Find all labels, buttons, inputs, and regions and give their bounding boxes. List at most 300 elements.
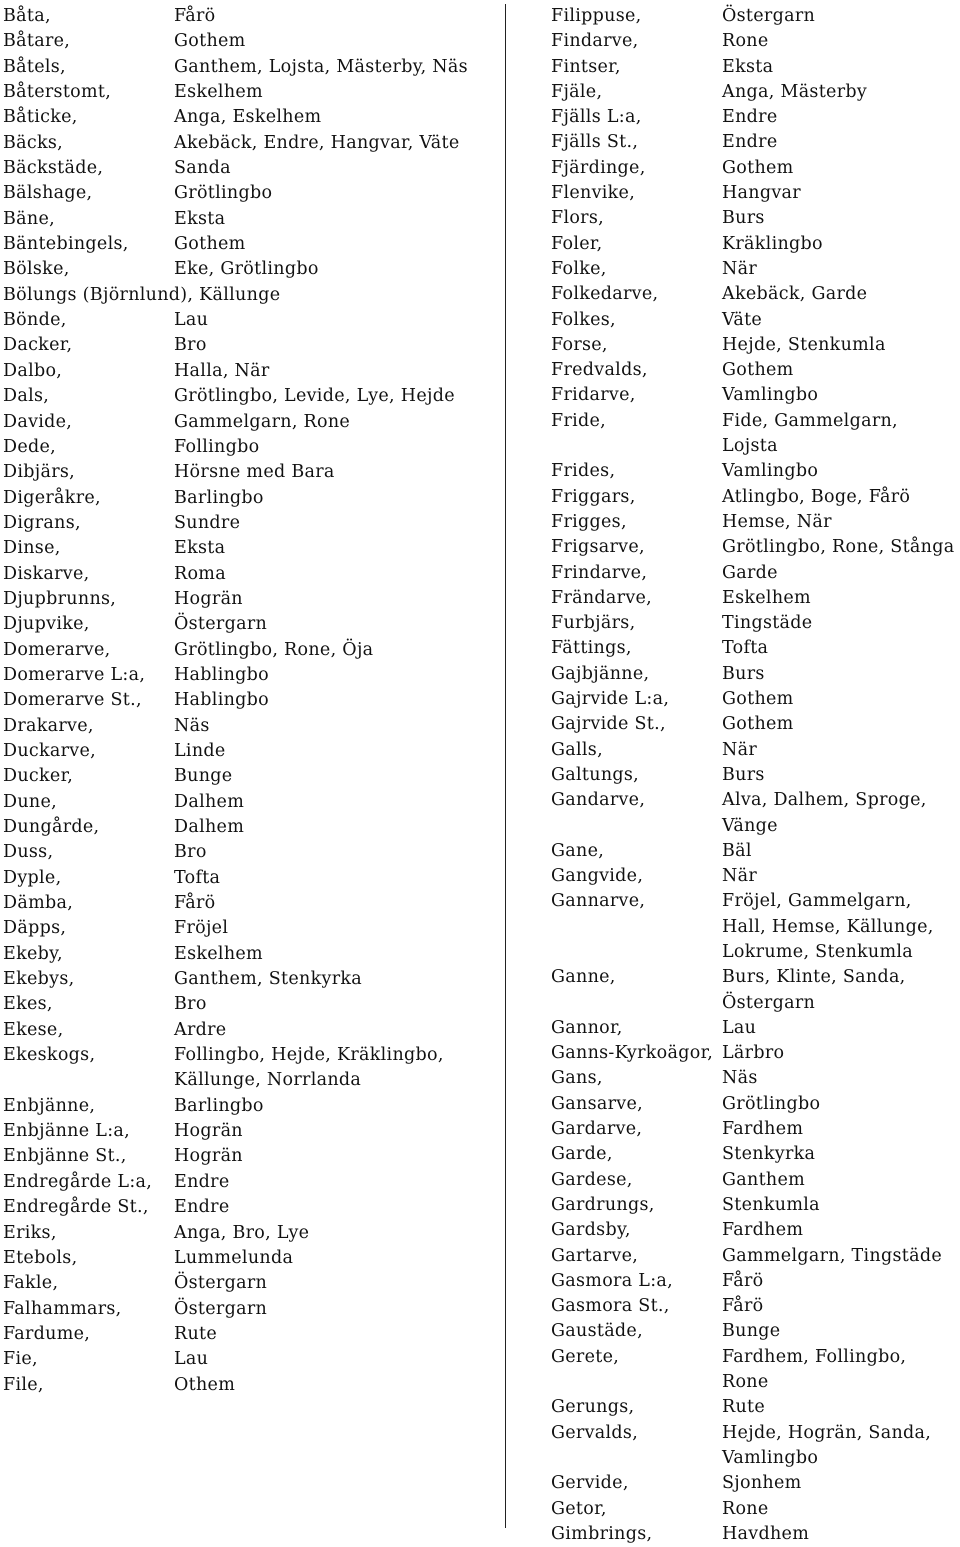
farm-name: Bälshage,	[3, 183, 93, 204]
index-entry	[551, 1193, 956, 1218]
parish-list: Hangvar	[722, 183, 801, 204]
index-entry	[3, 105, 501, 130]
index-entry	[3, 992, 501, 1017]
parish-list: När	[722, 258, 758, 279]
farm-name: Gaustäde,	[551, 1321, 643, 1342]
parish-list: Eskelhem	[722, 587, 811, 608]
farm-name: Fardume,	[3, 1323, 91, 1344]
parish-list: Anga, Eskelhem	[174, 107, 322, 128]
parish-list: Östergarn	[174, 1298, 268, 1319]
parish-list: Dalhem	[174, 791, 245, 812]
parish-list: Eksta	[722, 56, 774, 77]
parish-list: Hemse, När	[722, 511, 832, 532]
parish-list: Fardhem, Follingbo, Rone	[722, 1346, 907, 1393]
index-entry	[3, 1018, 501, 1043]
index-entry	[551, 156, 956, 181]
parish-list: Roma	[174, 563, 226, 584]
farm-name: Ganne,	[551, 967, 616, 988]
parish-list: Bro	[174, 335, 207, 356]
farm-name: Gajbjänne,	[551, 663, 650, 684]
index-entry	[551, 1066, 956, 1091]
index-entry	[3, 891, 501, 916]
parish-list: Atlingbo, Boge, Fårö	[722, 486, 911, 507]
parish-list: Hogrän	[174, 1146, 243, 1167]
farm-name: Dede,	[3, 436, 57, 457]
farm-name: Filippuse,	[551, 6, 642, 26]
parish-list: Follingbo, Hejde, Kräklingbo, Källunge, Norrlanda	[174, 1045, 444, 1091]
index-entry	[3, 384, 501, 409]
parish-list: Eke, Grötlingbo	[174, 259, 319, 280]
parish-list: Tofta	[174, 867, 221, 888]
farm-name: Båterstomt,	[3, 82, 112, 103]
farm-name: Domerarve L:a,	[3, 664, 146, 685]
parish-list: Fårö	[722, 1270, 764, 1291]
farm-name: Bölungs (Björnlund), Källunge	[3, 284, 281, 305]
index-entry	[551, 1117, 956, 1142]
parish-list: Östergarn	[174, 1273, 268, 1294]
index-entry	[551, 1319, 956, 1344]
farm-name: Dinse,	[3, 538, 61, 559]
farm-name: Gardrungs,	[551, 1194, 655, 1215]
index-entry	[551, 333, 956, 358]
farm-name: Ekes,	[3, 994, 53, 1015]
index-entry	[551, 232, 956, 257]
farm-name: Gervide,	[551, 1473, 629, 1494]
index-entry	[3, 739, 501, 764]
farm-name: Djupbrunns,	[3, 588, 117, 609]
index-entry	[3, 967, 501, 992]
farm-name: Bäntebingels,	[3, 234, 129, 255]
index-entry	[3, 663, 501, 688]
farm-name: Bölske,	[3, 259, 70, 280]
index-entry	[551, 839, 956, 864]
index-entry	[551, 181, 956, 206]
parish-list: Grötlingbo	[722, 1093, 821, 1114]
index-entry	[3, 916, 501, 941]
farm-name: Digrans,	[3, 512, 81, 533]
farm-name: Ekebys,	[3, 969, 75, 990]
parish-list: Lärbro	[722, 1043, 785, 1064]
farm-name: Galtungs,	[551, 764, 640, 785]
index-entry	[551, 105, 956, 130]
farm-name: Eriks,	[3, 1222, 57, 1243]
farm-name: Bäckstäde,	[3, 158, 104, 179]
parish-list: Barlingbo	[174, 487, 264, 508]
farm-name: Bäcks,	[3, 132, 64, 153]
parish-list: Fardhem	[722, 1119, 804, 1140]
index-entry	[551, 459, 956, 484]
parish-list: Rute	[174, 1323, 218, 1344]
index-entry	[551, 788, 956, 839]
parish-list: Barlingbo	[174, 1095, 264, 1116]
index-entry	[3, 562, 501, 587]
index-entry	[551, 29, 956, 54]
parish-list: Follingbo	[174, 436, 260, 457]
index-entry	[3, 587, 501, 612]
farm-name: Flenvike,	[551, 183, 636, 204]
parish-list: Rone	[722, 1498, 769, 1519]
parish-list: Hablingbo	[174, 690, 270, 711]
parish-list: Burs	[722, 663, 765, 684]
index-entry	[3, 1170, 501, 1195]
index-entry	[3, 1271, 501, 1296]
parish-list: Ganthem, Stenkyrka	[174, 969, 363, 990]
parish-list: Grötlingbo, Levide, Lye, Hejde	[174, 386, 455, 407]
farm-name: Gervalds,	[551, 1422, 639, 1443]
index-entry	[3, 1297, 501, 1322]
parish-list: Othem	[174, 1374, 236, 1395]
parish-list: När	[722, 739, 758, 760]
index-entry	[3, 1043, 501, 1094]
parish-list: När	[722, 866, 758, 887]
index-entry	[3, 688, 501, 713]
farm-name: Domerarve,	[3, 639, 111, 660]
index-entry	[551, 1395, 956, 1420]
farm-name: Ekeby,	[3, 943, 63, 964]
farm-name: Ekeskogs,	[3, 1045, 96, 1066]
parish-list: Hogrän	[174, 588, 243, 609]
farm-name: Gasmora St.,	[551, 1296, 670, 1317]
index-entry	[3, 333, 501, 358]
index-entry	[551, 586, 956, 611]
index-entry	[551, 687, 956, 712]
index-entry	[551, 1092, 956, 1117]
parish-list: Eskelhem	[174, 82, 263, 103]
index-entry	[3, 1144, 501, 1169]
parish-list: Stenkyrka	[722, 1144, 816, 1165]
parish-list: Akebäck, Endre, Hangvar, Väte	[174, 132, 460, 153]
farm-name: Frindarve,	[551, 562, 648, 583]
farm-name: Gerete,	[551, 1346, 620, 1367]
farm-name: Gansarve,	[551, 1093, 643, 1114]
index-entry	[551, 1522, 956, 1547]
index-entry	[3, 435, 501, 460]
farm-name: File,	[3, 1374, 44, 1395]
parish-list: Ardre	[174, 1019, 227, 1040]
index-entry	[551, 738, 956, 763]
index-entry	[551, 1041, 956, 1066]
farm-name: Frigsarve,	[551, 537, 645, 558]
parish-list: Linde	[174, 740, 226, 761]
index-entry	[551, 636, 956, 661]
index-entry	[3, 764, 501, 789]
farm-name: Gardsby,	[551, 1220, 631, 1241]
farm-name: Båticke,	[3, 107, 78, 128]
farm-name: Gasmora L:a,	[551, 1270, 673, 1291]
parish-list: Gothem	[174, 234, 246, 255]
parish-list: Sundre	[174, 512, 241, 533]
index-entry	[551, 712, 956, 737]
index-entry	[3, 815, 501, 840]
index-entry	[551, 282, 956, 307]
parish-list: Grötlingbo, Rone, Stånga	[722, 537, 955, 558]
parish-list: Gammelgarn, Tingstäde	[722, 1245, 942, 1266]
index-entry	[3, 714, 501, 739]
farm-name: Gandarve,	[551, 790, 646, 811]
index-entry	[3, 1094, 501, 1119]
index-entry	[551, 1497, 956, 1522]
index-entry	[551, 1218, 956, 1243]
parish-list: Eksta	[174, 538, 226, 559]
farm-name: Dämba,	[3, 893, 74, 914]
farm-name: Fättings,	[551, 638, 632, 659]
index-entry	[3, 612, 501, 637]
parish-list: Tofta	[722, 638, 769, 659]
farm-name: Ekese,	[3, 1019, 64, 1040]
parish-list: Östergarn	[722, 6, 816, 26]
index-entry	[3, 232, 501, 257]
farm-name: Duss,	[3, 842, 54, 863]
farm-name: Fjärdinge,	[551, 157, 646, 178]
index-entry	[551, 1244, 956, 1269]
index-entry	[3, 4, 501, 29]
parish-list: Gothem	[174, 31, 246, 52]
parish-list: Alva, Dalhem, Sproge, Vänge	[722, 790, 927, 836]
parish-list: Ganthem	[722, 1169, 806, 1190]
farm-name: Diskarve,	[3, 563, 90, 584]
index-entry	[3, 486, 501, 511]
index-entry	[551, 1421, 956, 1472]
farm-name: Gane,	[551, 840, 605, 861]
parish-list: Kräklingbo	[722, 233, 823, 254]
parish-list: Akebäck, Garde	[722, 284, 868, 305]
index-entry	[3, 80, 501, 105]
parish-list: Näs	[174, 715, 210, 736]
parish-list: Hablingbo	[174, 664, 270, 685]
parish-list: Fide, Gammelgarn, Lojsta	[722, 410, 898, 457]
index-entry	[551, 965, 956, 1016]
index-entry	[551, 864, 956, 889]
farm-name: Enbjänne,	[3, 1095, 96, 1116]
parish-list: Anga, Bro, Lye	[174, 1222, 310, 1243]
farm-name: Gartarve,	[551, 1245, 639, 1266]
index-entry	[551, 510, 956, 535]
parish-list: Rone	[722, 31, 769, 52]
farm-name: Ducker,	[3, 766, 74, 787]
index-entry	[3, 790, 501, 815]
parish-list: Näs	[722, 1068, 758, 1089]
farm-name: Fride,	[551, 410, 607, 431]
left-column	[3, 4, 501, 1398]
parish-list: Lau	[174, 310, 209, 331]
parish-list: Gothem	[722, 689, 794, 710]
index-entry	[551, 308, 956, 333]
parish-list: Endre	[722, 107, 778, 128]
parish-list: Ganthem, Lojsta, Mästerby, Näs	[174, 56, 468, 77]
farm-name: Enbjänne L:a,	[3, 1121, 130, 1142]
farm-name: Flors,	[551, 208, 604, 229]
index-entry	[551, 1269, 956, 1294]
farm-name: Bönde,	[3, 310, 67, 331]
farm-name: Dibjärs,	[3, 462, 75, 483]
index-entry	[3, 207, 501, 232]
parish-list: Gothem	[722, 360, 794, 381]
index-entry	[551, 55, 956, 80]
parish-list: Grötlingbo, Rone, Öja	[174, 639, 374, 660]
index-entry	[3, 1347, 501, 1372]
farm-name: Enbjänne St.,	[3, 1146, 127, 1167]
index-entry	[3, 1195, 501, 1220]
parish-list: Eksta	[174, 208, 226, 229]
parish-list: Garde	[722, 562, 778, 583]
parish-list: Burs	[722, 764, 765, 785]
index-entry	[551, 1168, 956, 1193]
index-entry	[551, 889, 956, 965]
parish-list	[280, 283, 501, 308]
farm-name: Båtare,	[3, 31, 71, 52]
index-entry	[3, 511, 501, 536]
farm-name: Gajrvide L:a,	[551, 689, 670, 710]
farm-name: Däpps,	[3, 918, 67, 939]
index-entry	[551, 763, 956, 788]
parish-list: Eskelhem	[174, 943, 263, 964]
farm-name: Dalbo,	[3, 360, 63, 381]
parish-list: Fröjel	[174, 918, 229, 939]
index-entry	[551, 1471, 956, 1496]
index-entry	[551, 130, 956, 155]
index-entry	[3, 181, 501, 206]
parish-list: Endre	[174, 1197, 230, 1218]
farm-name: Gannor,	[551, 1017, 623, 1038]
farm-name: Endregårde St.,	[3, 1197, 149, 1218]
parish-list: Burs, Klinte, Sanda, Östergarn	[722, 967, 906, 1013]
index-entry	[3, 1119, 501, 1144]
farm-name: Dune,	[3, 791, 57, 812]
parish-list: Endre	[174, 1171, 230, 1192]
parish-list: Stenkumla	[722, 1194, 820, 1215]
parish-list: Rute	[722, 1397, 766, 1418]
index-entry	[551, 1294, 956, 1319]
farm-name: Dals,	[3, 386, 50, 407]
index-entry	[551, 1016, 956, 1041]
farm-name: Digeråkre,	[3, 487, 101, 508]
parish-list: Bro	[174, 994, 207, 1015]
index-entry	[551, 611, 956, 636]
index-entry	[3, 1221, 501, 1246]
parish-list: Gothem	[722, 157, 794, 178]
farm-name: Friggars,	[551, 486, 636, 507]
index-entry	[3, 1373, 501, 1398]
parish-list: Sjonhem	[722, 1473, 802, 1494]
farm-name: Frides,	[551, 461, 616, 482]
index-entry	[3, 942, 501, 967]
parish-list: Lau	[174, 1349, 209, 1370]
index-entry	[551, 561, 956, 586]
farm-name: Gannarve,	[551, 891, 646, 912]
farm-name: Fjälls L:a,	[551, 107, 642, 128]
farm-name: Galls,	[551, 739, 603, 760]
farm-name: Falhammars,	[3, 1298, 122, 1319]
parish-list: Hejde, Hogrän, Sanda, Vamlingbo	[722, 1422, 932, 1468]
parish-list: Östergarn	[174, 614, 268, 635]
farm-name: Gimbrings,	[551, 1523, 653, 1544]
farm-name: Foler,	[551, 233, 603, 254]
index-entry	[551, 257, 956, 282]
index-entry	[3, 131, 501, 156]
farm-name: Etebols,	[3, 1247, 78, 1268]
parish-list: Endre	[722, 132, 778, 153]
farm-name: Båta,	[3, 6, 51, 26]
farm-name: Fie,	[3, 1349, 38, 1370]
right-column	[551, 4, 956, 1547]
index-entry	[3, 156, 501, 181]
index-entry	[3, 840, 501, 865]
parish-list: Havdhem	[722, 1523, 810, 1544]
parish-list: Lummelunda	[174, 1247, 294, 1268]
farm-name: Fjälls St.,	[551, 132, 639, 153]
parish-list: Burs	[722, 208, 765, 229]
index-entry	[3, 460, 501, 485]
parish-list: Fardhem	[722, 1220, 804, 1241]
column-divider	[505, 4, 506, 1528]
index-entry	[3, 308, 501, 333]
index-entry	[3, 29, 501, 54]
farm-name: Gans,	[551, 1068, 603, 1089]
index-entry	[551, 4, 956, 29]
parish-list: Bunge	[722, 1321, 781, 1342]
farm-name: Duckarve,	[3, 740, 97, 761]
farm-name: Fakle,	[3, 1273, 59, 1294]
farm-name: Endregårde L:a,	[3, 1171, 153, 1192]
index-entry	[3, 638, 501, 663]
index-entry	[3, 536, 501, 561]
index-entry	[551, 485, 956, 510]
farm-name: Gangvide,	[551, 866, 644, 887]
index-entry	[551, 535, 956, 560]
farm-name: Dungårde,	[3, 817, 100, 837]
farm-name: Dacker,	[3, 335, 73, 356]
index-entry	[3, 359, 501, 384]
farm-name: Frändarve,	[551, 587, 653, 608]
farm-name: Bäne,	[3, 208, 55, 229]
farm-name: Drakarve,	[3, 715, 94, 736]
farm-name: Fredvalds,	[551, 360, 648, 381]
parish-list: Lau	[722, 1017, 757, 1038]
farm-name: Fjäle,	[551, 81, 603, 102]
farm-name: Gerungs,	[551, 1397, 635, 1418]
index-entry	[551, 206, 956, 231]
farm-name: Garde,	[551, 1144, 613, 1165]
parish-list: Väte	[722, 309, 763, 330]
index-entry	[3, 866, 501, 891]
farm-name: Forse,	[551, 334, 608, 355]
parish-list: Fårö	[174, 893, 216, 914]
parish-list: Fårö	[722, 1296, 764, 1317]
farm-name: Davide,	[3, 411, 73, 432]
index-entry	[551, 1345, 956, 1396]
parish-list: Grötlingbo	[174, 183, 273, 204]
farm-name: Djupvike,	[3, 614, 90, 635]
farm-name: Folkes,	[551, 309, 616, 330]
index-entry	[551, 409, 956, 460]
parish-list: Bunge	[174, 766, 233, 787]
index-entry	[3, 410, 501, 435]
index-entry	[551, 358, 956, 383]
farm-name: Folke,	[551, 258, 607, 279]
farm-name: Ganns-Kyrkoägor,	[551, 1043, 714, 1064]
farm-name: Frigges,	[551, 511, 627, 532]
farm-name: Folkedarve,	[551, 284, 659, 305]
parish-list: Fröjel, Gammelgarn, Hall, Hemse, Källunge, Lokrume, Stenkumla	[722, 891, 934, 962]
parish-list: Halla, När	[174, 360, 270, 381]
farm-name: Gajrvide St.,	[551, 714, 666, 735]
parish-list: Anga, Mästerby	[722, 81, 868, 102]
parish-list: Gothem	[722, 714, 794, 735]
index-entry	[3, 1322, 501, 1347]
farm-name: Fridarve,	[551, 385, 636, 406]
parish-list: Bro	[174, 842, 207, 863]
parish-list: Hörsne med Bara	[174, 462, 335, 483]
